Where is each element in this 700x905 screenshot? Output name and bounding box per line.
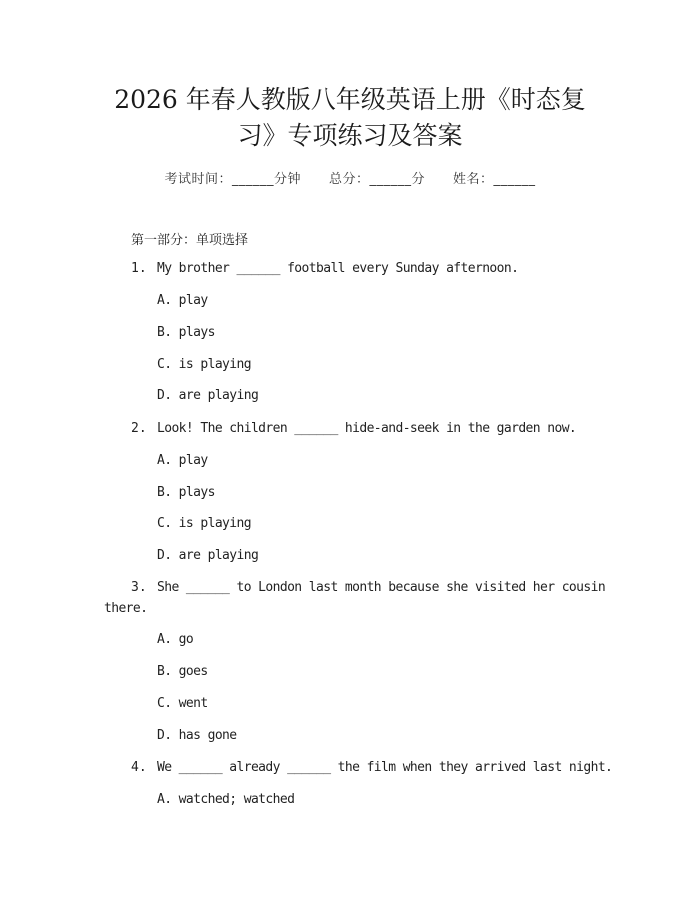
exam-time-field: 考试时间：______分钟 [164,172,301,187]
question-4-number: 4. [131,760,147,775]
question-4-stem: We ______ already ______ the film when they arrived last night. [157,760,613,775]
question-3-number: 3. [131,580,147,595]
question-2-option-a: A. play [157,453,208,468]
question-3-stem: She ______ to London last month because she visited her cousin [157,580,606,595]
question-1-option-a: A. play [157,293,208,308]
total-score-field: 总分：______分 [328,172,425,187]
question-1-option-b: B. plays [157,325,215,340]
question-3-option-d: D. has gone [157,728,237,743]
question-3-stem-continuation: there. [104,601,148,616]
question-3-option-a: A. go [157,632,194,647]
question-2-option-d: D. are playing [157,548,259,563]
question-1-number: 1. [131,261,147,276]
question-2-option-c: C. is playing [157,516,251,531]
question-1-option-d: D. are playing [157,388,259,403]
document-title-line-1: 2026 年春人教版八年级英语上册《时态复 [114,85,586,114]
question-4-option-a: A. watched; watched [157,792,295,807]
question-1-stem: My brother ______ football every Sunday afternoon. [157,261,519,276]
section-heading: 第一部分：单项选择 [131,233,249,248]
question-1-option-c: C. is playing [157,357,251,372]
student-name-field: 姓名：______ [453,172,536,187]
document-title-line-2: 习》专项练习及答案 [237,121,463,150]
question-3-option-b: B. goes [157,664,208,679]
exam-info-line [0,168,700,187]
question-2-stem: Look! The children ______ hide-and-seek in the garden now. [157,421,577,436]
question-2-number: 2. [131,421,147,436]
question-3-option-c: C. went [157,696,208,711]
question-2-option-b: B. plays [157,485,215,500]
